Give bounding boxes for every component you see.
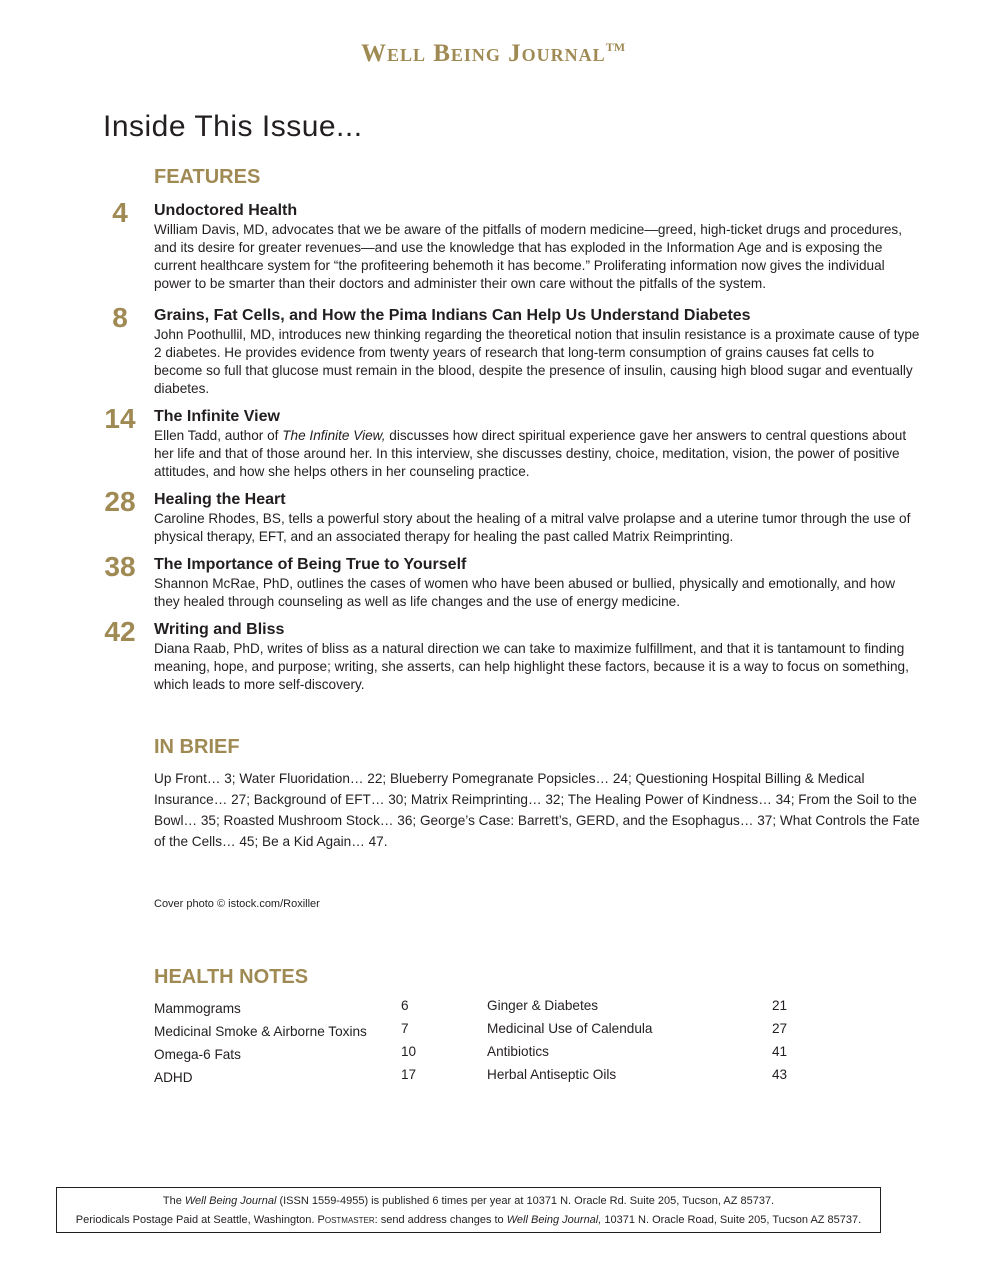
health-notes-right-column (487, 994, 797, 1086)
feature-title: Writing and Bliss (154, 621, 285, 638)
health-note-row (487, 1017, 797, 1040)
health-note-name: ADHD (154, 1070, 193, 1085)
publication-info-box (56, 1187, 881, 1233)
health-note-name: Mammograms (154, 1001, 241, 1016)
feature-page-number: 8 (112, 302, 128, 333)
feature-description: William Davis, MD, advocates that we be aware of the pitfalls of modern medicine—greed, high-ticket drugs and procedures, and its desire for greater revenues—and use the knowledge that has exploded in the Information Age and is exposing the current healthcare system for “the profiteering behemoth it has become.” Proliferating information now gives the individual power to be smarter than their doctors and administer their own care without the pitfalls of the system. (154, 222, 903, 291)
health-note-page: 21 (772, 998, 788, 1013)
feature-title: Grains, Fat Cells, and How the Pima Indians Can Help Us Understand Diabetes (154, 307, 751, 324)
feature-description: Diana Raab, PhD, writes of bliss as a natural direction we can take to maximize fulfillment, and that it is tantamount to finding meaning, hope, and purpose; writing, she asserts, can help highlight these factors, because it is a way to focus on something, which leads to more self-discovery. (154, 641, 909, 692)
health-note-row (154, 1020, 424, 1043)
health-notes-heading: HEALTH NOTES (154, 966, 309, 988)
feature-description: Caroline Rhodes, BS, tells a powerful story about the healing of a mitral valve prolapse and a uterine tumor through the use of physical therapy, EFT, and an associated therapy for healing the past called Matrix Reimprinting. (154, 511, 911, 544)
health-note-row (154, 997, 424, 1020)
footer-text: : send address changes to (374, 1214, 507, 1226)
health-note-page: 43 (772, 1067, 788, 1082)
footer-text: The (162, 1195, 185, 1207)
health-note-row (154, 1066, 424, 1089)
health-note-name: Ginger & Diabetes (487, 998, 599, 1013)
health-note-page: 10 (401, 1044, 417, 1059)
health-note-page: 7 (401, 1021, 409, 1036)
health-note-page: 27 (772, 1021, 788, 1036)
journal-name: Well Being Journal (184, 1195, 277, 1207)
feature-page-number: 38 (104, 551, 136, 582)
feature-title: The Importance of Being True to Yourself (154, 556, 467, 573)
health-note-name: Omega-6 Fats (154, 1047, 241, 1062)
health-note-row (487, 994, 797, 1017)
feature-description: John Poothullil, MD, introduces new thinking regarding the theoretical notion that insulin resistance is a proximate cause of type 2 diabetes. He provides evidence from twenty years of research that long-term consumption of grains causes fat cells to become so full that glucose must remain in the blood, despite the presence of insulin, causing high blood sugar and eventually diabetes. (154, 327, 920, 396)
health-note-name: Herbal Antiseptic Oils (487, 1067, 617, 1082)
health-note-name: Medicinal Smoke & Airborne Toxins (154, 1024, 367, 1039)
feature-title: Undoctored Health (154, 202, 298, 219)
health-note-page: 17 (401, 1067, 417, 1082)
health-note-row (487, 1040, 797, 1063)
feature-title: The Infinite View (154, 408, 280, 425)
health-note-row (487, 1063, 797, 1086)
publication-info-line (57, 1195, 880, 1207)
in-brief-text: Up Front… 3; Water Fluoridation… 22; Blueberry Pomegranate Popsicles… 24; Questioning Hospital Billing & Medical Insurance… 27; Background of EFT… 30; Matrix Reimprinting… 32; The Healing Power of Kindness… 34; From the Soil to the Bowl… 35; Roasted Mushroom Stock… 36; George’s Case: Barrett’s, GERD, and the Esophagus… 37; What Controls the Fate of the Cells… 45; Be a Kid Again… 47. (154, 771, 920, 849)
journal-masthead (0, 40, 986, 68)
feature-page-number: 14 (104, 403, 136, 434)
in-brief-heading: IN BRIEF (154, 736, 240, 758)
trademark-mark: TM (605, 40, 626, 54)
footer-text: Periodicals Postage Paid at Seattle, Washington. (75, 1214, 318, 1226)
footer-text: (ISSN 1559-4955) is published 6 times per year at 10371 N. Oracle Rd. Suite 205, Tucson, AZ 85737. (276, 1195, 775, 1207)
feature-description: Shannon McRae, PhD, outlines the cases of women who have been abused or bullied, physically and emotionally, and how they healed through counseling as well as life changes and the use of energy medicine. (154, 576, 896, 609)
book-title: The Infinite View, (282, 428, 386, 443)
postage-info-line (57, 1214, 880, 1226)
page-title: Inside This Issue... (103, 110, 363, 143)
feature-page-number: 28 (104, 486, 136, 517)
feature-page-number: 42 (104, 616, 136, 647)
journal-name: Well Being Journal, (506, 1214, 602, 1226)
health-note-page: 41 (772, 1044, 788, 1059)
masthead-title: Well Being Journal (360, 40, 606, 67)
health-note-name: Medicinal Use of Calendula (487, 1021, 653, 1036)
health-note-name: Antibiotics (487, 1044, 549, 1059)
features-heading: FEATURES (154, 166, 261, 188)
health-notes-left-column (154, 997, 424, 1089)
footer-text: 10371 N. Oracle Road, Suite 205, Tucson AZ 85737. (601, 1214, 862, 1226)
desc-text: Ellen Tadd, author of (154, 428, 283, 443)
feature-description (154, 427, 924, 481)
desc-text: discusses how direct spiritual experience gave her answers to central questions about her life and that of those around her. In this interview, she discusses destiny, choice, meditation, vision, the power of positive attitudes, and how she helps others in her counseling practice. (154, 428, 907, 479)
postmaster-label: Postmaster (317, 1214, 375, 1226)
cover-credit: Cover photo © istock.com/Roxiller (154, 898, 320, 910)
feature-title: Healing the Heart (154, 491, 286, 508)
health-note-row (154, 1043, 424, 1066)
feature-page-number: 4 (112, 197, 128, 228)
health-note-page: 6 (401, 998, 409, 1013)
